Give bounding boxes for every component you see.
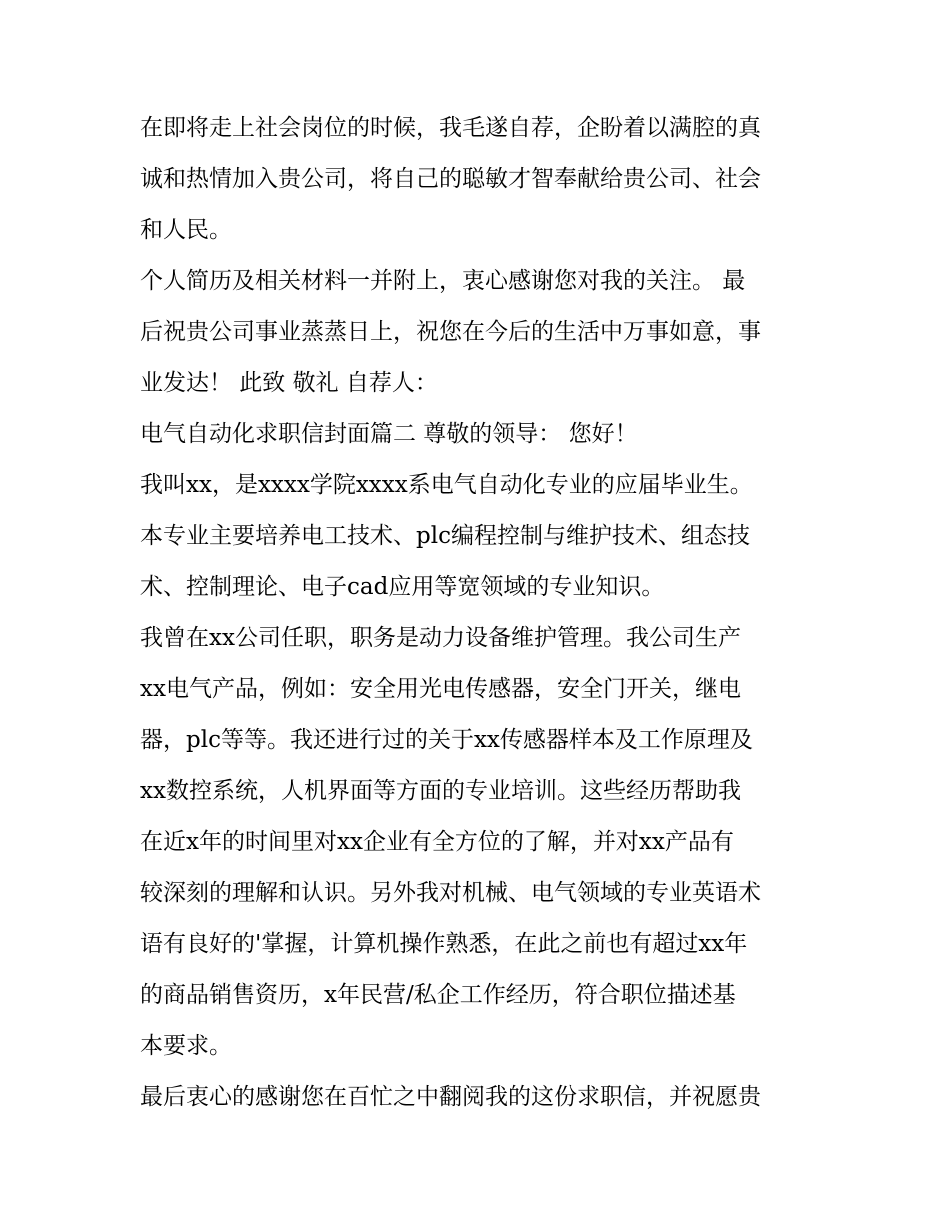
- paragraph-introduction: [140, 460, 820, 613]
- text-line: 语有良好的'掌握，计算机操作熟悉，在此之前也有超过xx年: [140, 931, 748, 957]
- paragraph-final-thanks: [140, 1072, 820, 1123]
- paragraph-experience: [140, 613, 820, 1072]
- text-line: 我曾在xx公司任职，职务是动力设备维护管理。我公司生产: [140, 625, 741, 651]
- paragraph-self-recommendation: [140, 103, 820, 256]
- text-line: 诚和热情加入贵公司，将自己的聪敏才智奉献给贵公司、社会: [140, 166, 761, 192]
- text-line: 和人民。: [140, 217, 232, 243]
- text-line: 在近x年的时间里对xx企业有全方位的了解，并对xx产品有: [140, 829, 734, 855]
- paragraph-closing-thanks: [140, 256, 820, 409]
- text-line: 术、控制理论、电子cad应用等宽领域的专业知识。: [140, 574, 665, 600]
- text-line: xx电气产品，例如：安全用光电传感器，安全门开关，继电: [140, 676, 741, 702]
- letter-body: [140, 103, 820, 1123]
- text-line: 器，plc等等。我还进行过的关于xx传感器样本及工作原理及: [140, 727, 753, 753]
- text-line: 较深刻的理解和认识。另外我对机械、电气领域的专业英语术: [140, 880, 761, 906]
- text-line: 最后衷心的感谢您在百忙之中翻阅我的这份求职信，并祝愿贵: [140, 1084, 761, 1110]
- text-line: 在即将走上社会岗位的时候，我毛遂自荐，企盼着以满腔的真: [140, 115, 761, 141]
- text-line: xx数控系统，人机界面等方面的专业培训。这些经历帮助我: [140, 778, 741, 804]
- text-line: 后祝贵公司事业蒸蒸日上，祝您在今后的生活中万事如意，事: [140, 319, 761, 345]
- text-line: 我叫xx，是xxxx学院xxxx系电气自动化专业的应届毕业生。: [140, 472, 753, 498]
- text-line: 业发达！ 此致 敬礼 自荐人：: [140, 370, 438, 396]
- text-line: 的商品销售资历，x年民营/私企工作经历，符合职位描述基: [140, 982, 736, 1008]
- text-line: 个人简历及相关材料一并附上，衷心感谢您对我的关注。 最: [140, 268, 746, 294]
- text-line: 电气自动化求职信封面篇二 尊敬的领导： 您好！: [140, 421, 638, 447]
- text-line: 本要求。: [140, 1033, 232, 1059]
- text-line: 本专业主要培养电工技术、plc编程控制与维护技术、组态技: [140, 523, 750, 549]
- paragraph-section-heading: [140, 409, 820, 460]
